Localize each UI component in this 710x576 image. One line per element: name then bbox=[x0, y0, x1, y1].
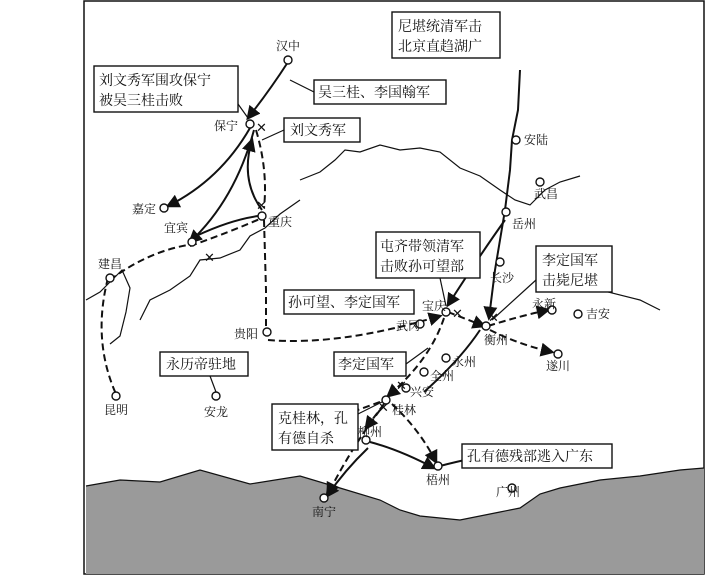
annotation-kong-line1: 克桂林，孔 bbox=[278, 411, 348, 427]
label-guilin: 桂林 bbox=[392, 403, 417, 417]
annotation-nikan-line1: 尼堪统清军击 bbox=[398, 19, 482, 35]
route-hanzhong-baoning bbox=[248, 62, 288, 118]
label-nanning: 南宁 bbox=[312, 505, 337, 519]
label-jianchang: 建昌 bbox=[98, 257, 123, 271]
label-wuchang: 武昌 bbox=[534, 187, 559, 201]
label-yuezhou: 岳州 bbox=[512, 217, 537, 231]
annotation-nikan bbox=[392, 12, 500, 58]
annotation-yongli bbox=[160, 352, 248, 392]
city-jiading-marker[interactable] bbox=[160, 204, 168, 212]
city-anlu-marker[interactable] bbox=[512, 136, 520, 144]
label-jian: 吉安 bbox=[586, 307, 611, 321]
city-jianchang-marker[interactable] bbox=[106, 274, 114, 282]
route-jianchang-yibin bbox=[110, 244, 194, 280]
label-yibin: 宜宾 bbox=[164, 221, 189, 235]
annotation-nikan-line2: 北京直趋湖广 bbox=[398, 39, 482, 55]
annotation-liu-attack bbox=[94, 66, 248, 118]
annotation-kong-line2: 有德自杀 bbox=[278, 431, 334, 447]
city-kunming-marker[interactable] bbox=[112, 392, 120, 400]
annotation-li-defeat-line2: 击毙尼堪 bbox=[542, 273, 598, 289]
label-kunming: 昆明 bbox=[104, 403, 129, 417]
city-yongzhou-marker[interactable] bbox=[442, 354, 450, 362]
city-yibin-marker[interactable] bbox=[188, 238, 196, 246]
city-suichuan-marker[interactable] bbox=[554, 350, 562, 358]
city-changsha-marker[interactable] bbox=[496, 258, 504, 266]
label-baoning: 保宁 bbox=[214, 119, 239, 133]
annotation-tunqi-line2: 击败孙可望部 bbox=[380, 259, 464, 275]
label-guiyang: 贵阳 bbox=[234, 327, 259, 341]
city-nanning-marker[interactable] bbox=[320, 494, 328, 502]
annotation-liu-attack-line1: 刘文秀军围攻保宁 bbox=[99, 73, 211, 89]
city-wuchang-marker[interactable] bbox=[536, 178, 544, 186]
annotation-wu-li bbox=[290, 80, 446, 104]
annotation-kong-flee-text: 孔有德残部逃入广东 bbox=[467, 449, 593, 465]
city-jian-marker[interactable] bbox=[574, 310, 582, 318]
label-yongzhou: 永州 bbox=[452, 355, 477, 369]
annotation-li-defeat-line1: 李定国军 bbox=[542, 253, 598, 269]
route-baoning-jiading bbox=[168, 128, 250, 206]
label-suichuan: 遂川 bbox=[546, 359, 571, 373]
annotation-liu-attack-line2: 被吴三桂击败 bbox=[99, 93, 183, 109]
battle-mark-yibin: ✕ bbox=[204, 251, 215, 266]
label-changsha: 长沙 bbox=[490, 271, 515, 285]
route-baoning-chongqing-dash bbox=[256, 130, 265, 208]
battle-mark-baoqing: ✕ bbox=[452, 307, 463, 322]
label-liuzhou: 柳州 bbox=[358, 425, 383, 439]
city-wuzhou-marker[interactable] bbox=[434, 462, 442, 470]
battle-mark-hengzhou: ✕ bbox=[488, 311, 499, 326]
battle-mark-chongqing: ✕ bbox=[256, 199, 267, 214]
route-jianchang-kunming bbox=[102, 278, 116, 394]
annotation-sun-li bbox=[284, 290, 414, 314]
label-anlu: 安陆 bbox=[524, 133, 549, 147]
annotation-liu-army-text: 刘文秀军 bbox=[290, 123, 346, 139]
annotation-yongli-text: 永历帝驻地 bbox=[166, 357, 236, 373]
label-jiading: 嘉定 bbox=[132, 202, 157, 216]
annotation-li-army-text: 李定国军 bbox=[338, 357, 394, 373]
label-yongxin: 永新 bbox=[532, 297, 557, 311]
label-chongqing: 重庆 bbox=[268, 215, 293, 229]
route-liuzhou-nanning bbox=[327, 448, 368, 496]
label-wuzhou: 梧州 bbox=[426, 473, 451, 487]
route-chongqing-guiyang bbox=[264, 220, 266, 330]
city-quanzhou-marker[interactable] bbox=[420, 368, 428, 376]
label-hengzhou: 衡州 bbox=[484, 333, 509, 347]
annotation-li-army bbox=[334, 348, 428, 376]
label-guangzhou: 广州 bbox=[496, 485, 521, 499]
label-anlong: 安龙 bbox=[204, 405, 229, 419]
label-baoqing: 宝庆 bbox=[422, 299, 447, 313]
battle-mark-xingan: ✕ bbox=[396, 379, 407, 394]
label-wugang: 武冈 bbox=[396, 319, 421, 333]
annotation-liu-army bbox=[262, 118, 360, 142]
route-liuzhou-wuzhou bbox=[370, 442, 434, 468]
annotation-sun-li-text: 孙可望、李定国军 bbox=[288, 295, 400, 311]
annotation-kong-flee bbox=[462, 444, 612, 468]
label-hanzhong: 汉中 bbox=[276, 39, 301, 53]
label-quanzhou: 全州 bbox=[430, 369, 455, 383]
battle-mark-guilin: ✕ bbox=[378, 401, 389, 416]
city-guiyang-marker[interactable] bbox=[263, 328, 271, 336]
annotation-tunqi-line1: 屯齐带领清军 bbox=[380, 239, 464, 255]
label-xingan: 兴安 bbox=[410, 385, 435, 399]
city-hanzhong-marker[interactable] bbox=[284, 56, 292, 64]
annotation-wu-li-text: 吴三桂、李国翰军 bbox=[318, 85, 430, 101]
city-yuezhou-marker[interactable] bbox=[502, 208, 510, 216]
city-anlong-marker[interactable] bbox=[212, 392, 220, 400]
city-baoning-marker[interactable] bbox=[246, 120, 254, 128]
sea-area bbox=[86, 468, 704, 574]
battle-mark-baoning: ✕ bbox=[256, 121, 267, 136]
